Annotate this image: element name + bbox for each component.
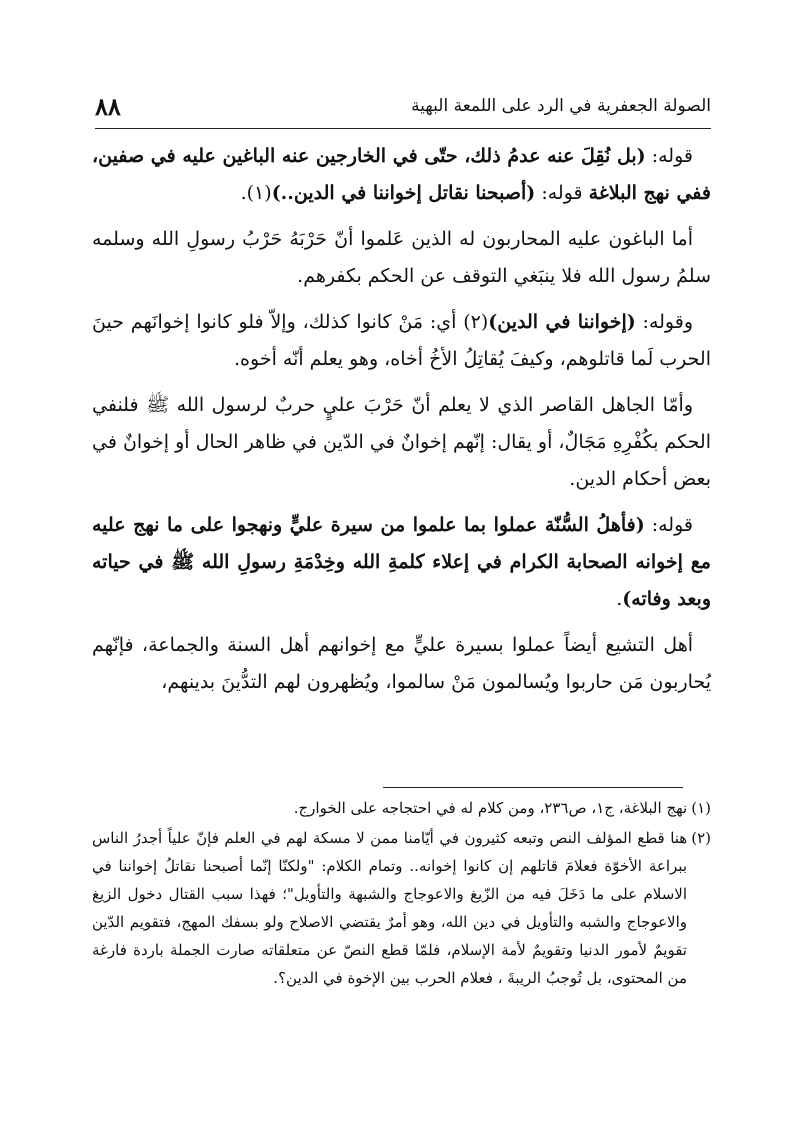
running-title: الصولة الجعفرية في الرد على اللمعة البهية bbox=[411, 96, 711, 116]
paragraph-text: أما الباغون عليه المحاربون له الذين عَلموا أنّ حَرْبَهُ حَرْبُ رسولِ الله وسلمه سلمُ رسول الله فلا ينبَغي التوقف عن الحكم بكفرهم. bbox=[92, 228, 711, 287]
paragraph-2 bbox=[92, 221, 711, 295]
paragraph-1 bbox=[92, 138, 711, 212]
paragraph-text: وأمّا الجاهل القاصر الذي لا يعلم أنّ حَرْبَ عليٍ حربٌ لرسول الله ﷺ فلنفي الحكم بكُفْرِهِ مَجَالٌ، أو يقال: إنّهم إخوانٌ في الدّين في ظاهر الحال أو إخوانٌ في بعض أحكام الدين. bbox=[92, 394, 711, 490]
quote-text-2: (أصبحنا نقاتل إخواننا في الدين..) bbox=[271, 182, 536, 204]
paragraph-text: . bbox=[616, 588, 623, 610]
paragraph-3 bbox=[92, 304, 711, 378]
paragraph-4 bbox=[92, 387, 711, 498]
footnote-text: هنا قطع المؤلف النص وتبعه كثيرون في أيّامنا ممن لا مسكة لهم في العلم فإنّ علياً أجدرُ الناس ببراعة الأخوّة فعلامَ قاتلهم إن كانوا إخوانه.. وتمام الكلام: "ولكنّا إنّما أصبحنا نقاتلُ إخواننا في الاسلام على ما دَخَلَ فيه من الزّيغ والاعوجاج والشبهة والتأويل"؛ فهذا سبب القتال دخول الزيغ والاعوجاج والشبه والتأويل في دين الله، وهو أمرٌ يقتضي الاصلاح ولو بسفك المهج، فتقويم الدّين تقويمٌ لأمور الدنيا وتقويمٌ لأمة الإسلام، فلمّا قطع النصّ عن متعلقاته صارت الجملة باردة فارغة من المحتوى، بل تُوجبُ الريبةَ ، فعلام الحرب بين الإخوة في الدين؟. bbox=[92, 829, 688, 987]
quote-text: (بل نُقِلَ عنه عدمُ ذلك، حتّى في الخارجين عنه الباغين عليه في صفين، ففي نهج البلاغة bbox=[92, 145, 711, 204]
footnotes bbox=[92, 794, 711, 994]
paragraph-6 bbox=[92, 627, 711, 701]
quote-intro: قوله: bbox=[644, 514, 693, 536]
paragraph-text: أهل التشيع أيضاً عملوا بسيرة عليٍّ مع إخوانهم أهل السنة والجماعة، فإنّهم يُحاربون مَن حاربوا ويُسالمون مَنْ سالموا، ويُظهرون لهم التدُّينَ بدينهم، bbox=[92, 634, 711, 693]
footnote-2 bbox=[92, 824, 711, 992]
footnote-text: نهج البلاغة، ج١، ص٢٣٦، ومن كلام له في احتجاجه على الخوارج. bbox=[293, 799, 688, 817]
main-text bbox=[92, 138, 711, 710]
paragraph-text: (٢) أي: مَنْ كانوا كذلك، وإلاّ فلو كانوا إخوانَهم حينَ الحرب لَما قاتلوهم، وكيفَ يُقاتِلُ الأخُ أخاه، وهو يعلم أنّه أخوه. bbox=[92, 311, 711, 370]
paragraph-5 bbox=[92, 507, 711, 618]
quote-intro: قوله: bbox=[645, 145, 693, 167]
footnote-number: (٢) bbox=[691, 829, 711, 847]
footnote-1 bbox=[92, 794, 711, 822]
page-header bbox=[95, 92, 711, 129]
quote-intro-2: قوله: bbox=[535, 182, 589, 204]
footnote-separator bbox=[383, 787, 683, 788]
footnote-ref-1: (١). bbox=[240, 182, 272, 204]
page-number: ٨٨ bbox=[95, 92, 121, 121]
footnote-number: (١) bbox=[691, 799, 711, 817]
quote-text: (إخواننا في الدين) bbox=[488, 311, 636, 333]
quote-text: (فأهلُ السُّنّة عملوا بما علموا من سيرة عليٍّ ونهجوا على ما نهج عليه مع إخوانه الصحابة الكرام في إعلاء كلمةِ الله وخِدْمَةِ رسولِ الله ﷺ في حياته وبعد وفاته) bbox=[92, 514, 711, 610]
quote-intro: وقوله: bbox=[635, 311, 693, 333]
